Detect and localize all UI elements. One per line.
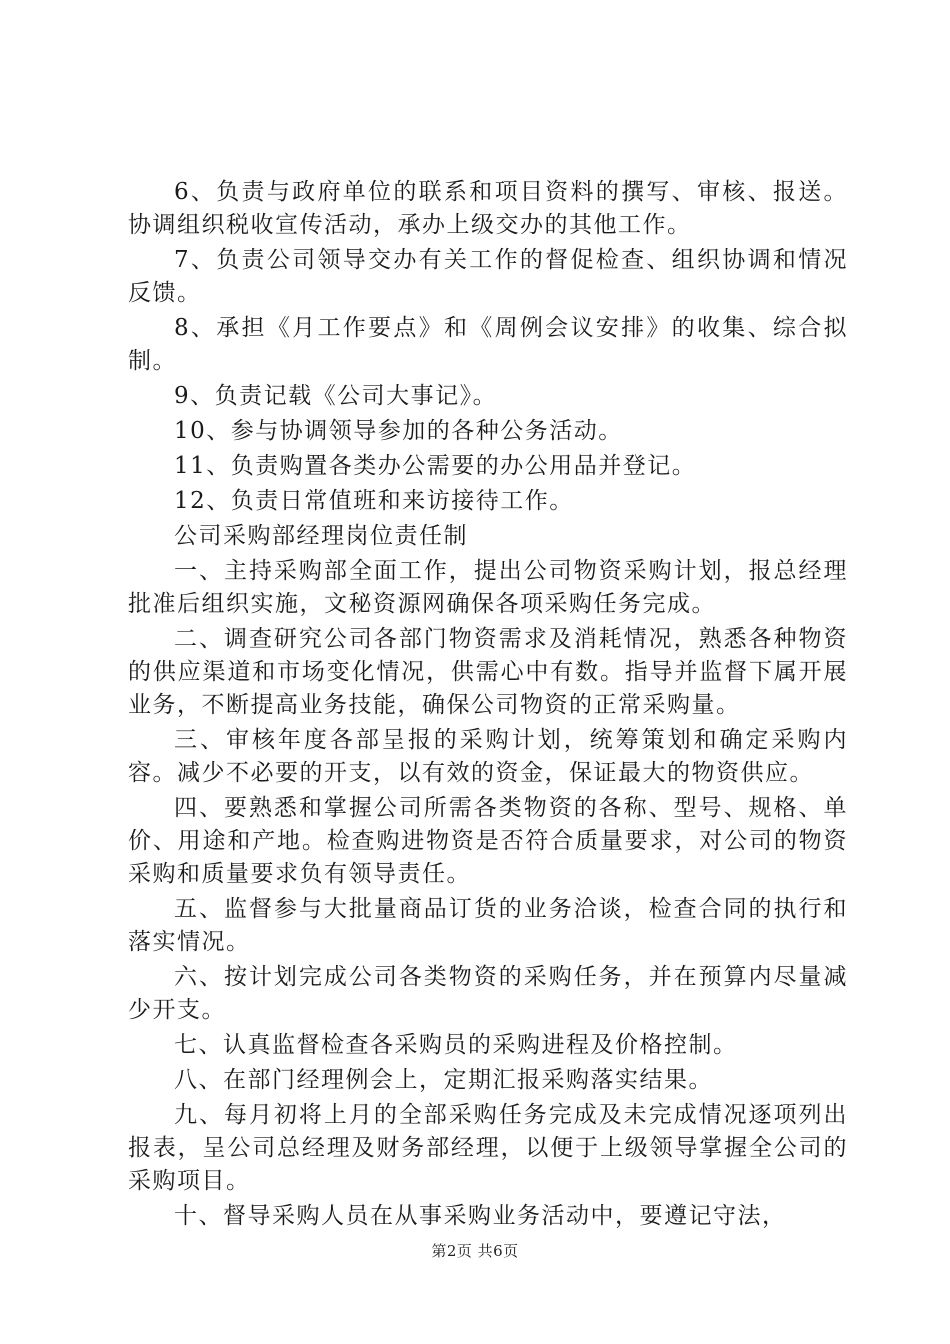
paragraph: 六、按计划完成公司各类物资的采购任务，并在预算内尽量减少开支。 <box>128 964 848 1023</box>
paragraph: 三、审核年度各部呈报的采购计划，统筹策划和确定采购内容。减少不必要的开支，以有效的资金，保证最大的物资供应。 <box>128 727 848 786</box>
paragraph: 五、监督参与大批量商品订货的业务洽谈，检查合同的执行和落实情况。 <box>128 896 848 955</box>
paragraph: 7、负责公司领导交办有关工作的督促检查、组织协调和情况反馈。 <box>128 247 848 306</box>
paragraph: 一、主持采购部全面工作，提出公司物资采购计划，报总经理批准后组织实施，文秘资源网确保各项采购任务完成。 <box>128 558 848 617</box>
paragraph: 9、负责记载《公司大事记》。 <box>174 383 498 409</box>
paragraph: 11、负责购置各类办公需要的办公用品并登记。 <box>174 453 697 479</box>
page-number-footer: 第2页 共6页 <box>431 1242 519 1260</box>
paragraph: 6、负责与政府单位的联系和项目资料的撰写、审核、报送。协调组织税收宣传活动，承办上级交办的其他工作。 <box>128 179 848 238</box>
paragraph: 八、在部门经理例会上，定期汇报采购落实结果。 <box>174 1067 713 1093</box>
paragraph: 九、每月初将上月的全部采购任务完成及未完成情况逐项列出报表，呈公司总经理及财务部经理，以便于上级领导掌握全公司的采购项目。 <box>128 1102 848 1194</box>
paragraph: 二、调查研究公司各部门物资需求及消耗情况，熟悉各种物资的供应渠道和市场变化情况，供需心中有数。指导并监督下属开展业务，不断提高业务技能，确保公司物资的正常采购量。 <box>128 626 848 718</box>
paragraph: 8、承担《月工作要点》和《周例会议安排》的收集、综合拟制。 <box>128 315 848 374</box>
document-body <box>128 176 848 1233</box>
paragraph: 十、督导采购人员在从事采购业务活动中，要遵记守法， <box>174 1203 787 1229</box>
paragraph: 七、认真监督检查各采购员的采购进程及价格控制。 <box>174 1032 738 1058</box>
paragraph: 四、要熟悉和掌握公司所需各类物资的各称、型号、规格、单价、用途和产地。检查购进物资是否符合质量要求，对公司的物资采购和质量要求负有领导责任。 <box>128 795 848 887</box>
section-heading: 公司采购部经理岗位责任制 <box>174 523 468 549</box>
paragraph: 10、参与协调领导参加的各种公务活动。 <box>174 418 623 444</box>
paragraph: 12、负责日常值班和来访接待工作。 <box>174 488 574 514</box>
